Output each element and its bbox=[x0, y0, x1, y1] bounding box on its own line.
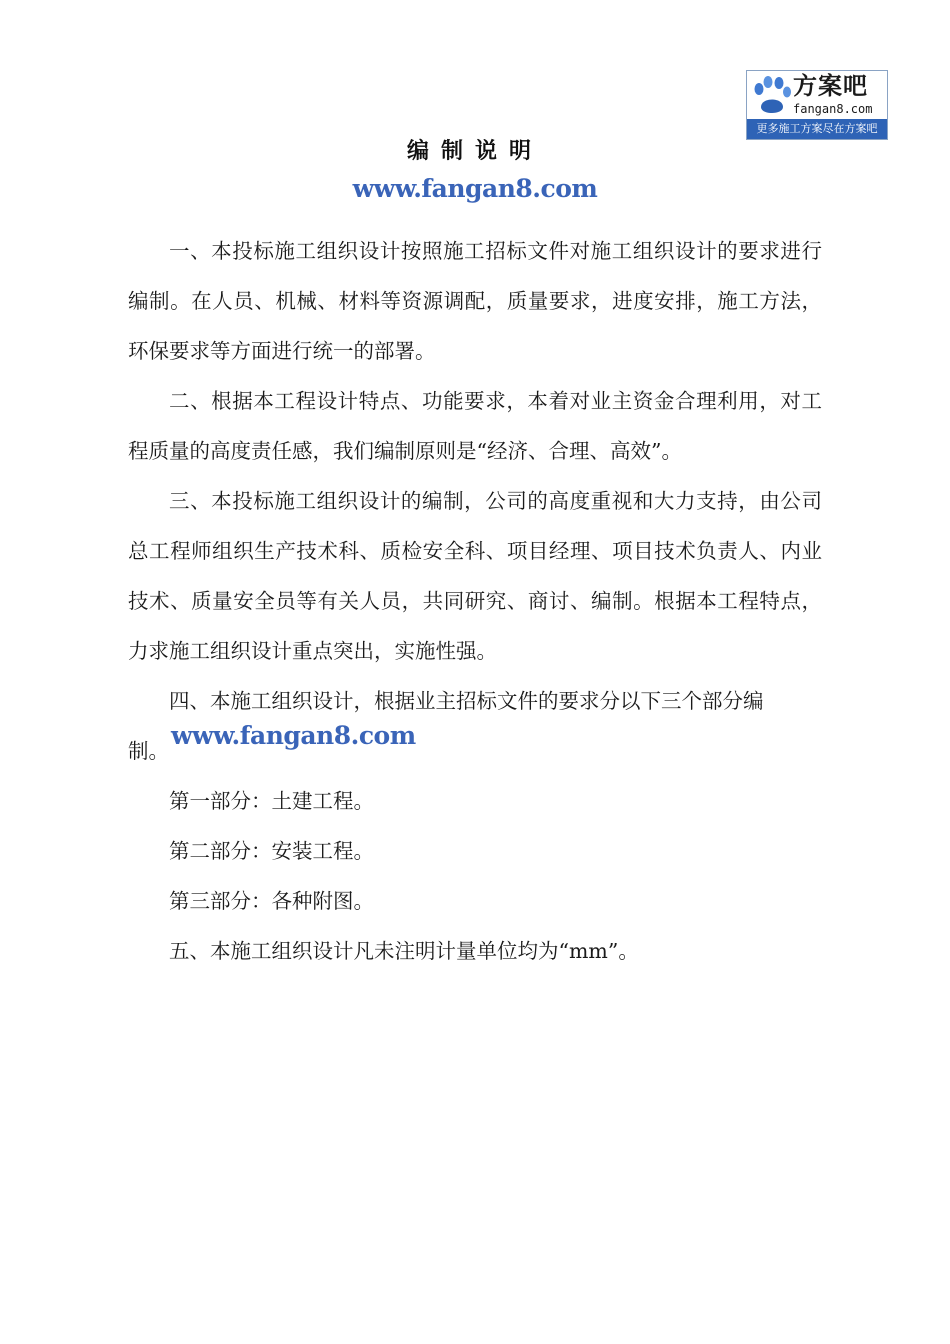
paragraph-2: 二、根据本工程设计特点、功能要求，本着对业主资金合理利用，对工程质量的高度责任感，我们编制原则是“经济、合理、高效”。 bbox=[128, 389, 822, 463]
paw-icon bbox=[751, 75, 793, 117]
paragraph-3: 三、本投标施工组织设计的编制，公司的高度重视和大力支持，由公司总工程师组织生产技术科、质检安全科、项目经理、项目技术负责人、内业技术、质量安全员等有关人员，共同研究、商讨、编制。根据本工程特点，力求施工组织设计重点突出，实施性强。 bbox=[128, 489, 822, 663]
watermark-url-inline: www.fangan8.com bbox=[171, 721, 416, 750]
site-logo bbox=[746, 70, 888, 140]
part-2: 第二部分：安装工程。 bbox=[169, 839, 374, 863]
logo-name: 方案吧 bbox=[793, 72, 868, 100]
logo-domain: fangan8.com bbox=[793, 102, 873, 116]
part-1: 第一部分：土建工程。 bbox=[169, 789, 374, 813]
document-body bbox=[128, 226, 822, 976]
page-title: 编制说明 bbox=[406, 138, 543, 164]
logo-tagline: 更多施工方案尽在方案吧 bbox=[747, 119, 887, 139]
paragraph-4-line2 bbox=[128, 721, 822, 776]
paragraph-4-line1: 四、本施工组织设计，根据业主招标文件的要求分以下三个部分编 bbox=[169, 689, 764, 713]
part-3: 第三部分：各种附图。 bbox=[169, 889, 374, 913]
paragraph-4-end: 制。 bbox=[128, 739, 169, 763]
paragraph-5: 五、本施工组织设计凡未注明计量单位均为“mm”。 bbox=[169, 939, 639, 963]
watermark-url: www.fangan8.com bbox=[352, 174, 598, 203]
paragraph-1: 一、本投标施工组织设计按照施工招标文件对施工组织设计的要求进行编制。在人员、机械、材料等资源调配，质量要求，进度安排，施工方法，环保要求等方面进行统一的部署。 bbox=[128, 239, 822, 363]
